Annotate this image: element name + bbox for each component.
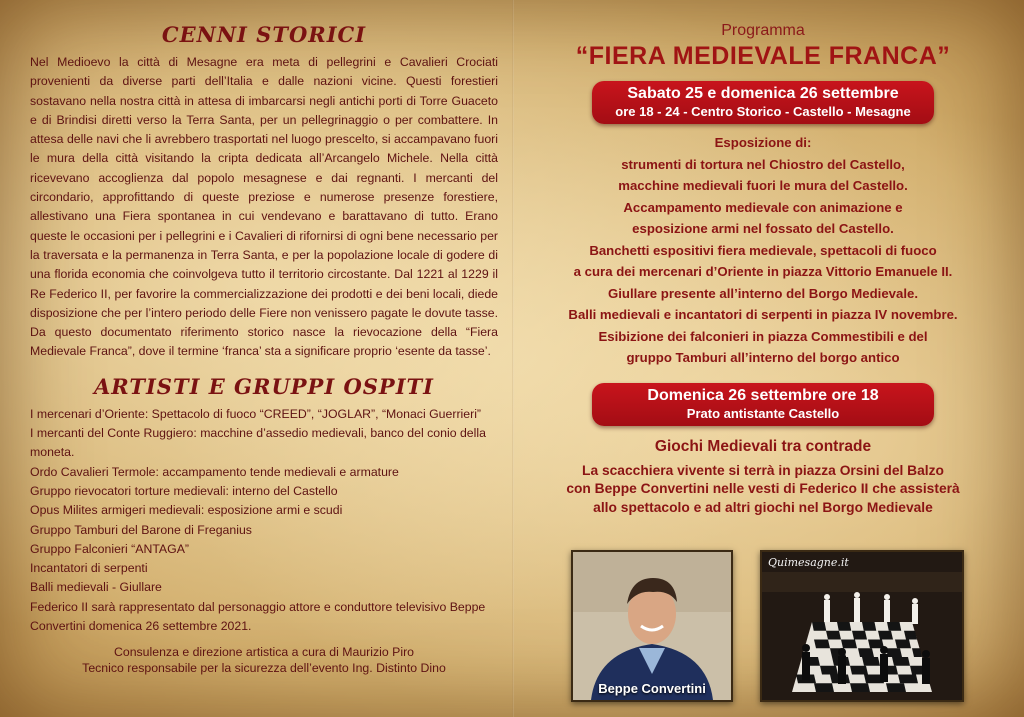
artists-title: ARTISTI E GRUPPI OSPITI [93, 373, 434, 399]
exhibition-line: Banchetti espositivi fiera medievale, spettacoli di fuoco [589, 242, 937, 258]
list-item: Ordo Cavalieri Termole: accampamento tende medievali e armature [30, 464, 399, 479]
exhibition-line: a cura dei mercenari d’Oriente in piazza Vittorio Emanuele II. [573, 264, 953, 279]
games-line: allo spettacolo e ad altri giochi nel Borgo Medievale [593, 499, 933, 515]
photo-watermark: Quimesagne.it [768, 556, 849, 569]
games-title: Giochi Medievali tra contrade [654, 437, 872, 455]
history-title: CENNI STORICI [161, 22, 367, 47]
list-item: I mercanti del Conte Ruggiero: macchine d’assedio medievali, banco del conio della moneta. [30, 426, 486, 460]
list-item: Gruppo Falconieri “ANTAGA” [30, 541, 189, 556]
history-text: Nel Medioevo la città di Mesagne era meta di pellegrini e Cavalieri Crociati provenienti da diverse parti dell’Italia e dalle nazioni vicine. Questi forestieri sostavano nella nostra città in attesa di imbarcarsi negli antichi porti di Torre Guaceto e di Brindisi diretti verso la Terra Santa, per un pellegrinaggio o per combattere. In attesa delle navi che li avrebbero trasportati nel luogo prescelto, si accampavano fuori le mura della città visitando la cripta dedicata all’Arcangelo Michele. Nella città ricevevano accoglienza dal popolo mesagnese e dai regnanti. I mercanti del circondario, approfittando di queste preziose e numerose presenze forestiere, allestivano una Fiera spontanea in cui vendevano e barattavano di tutto. Erano queste le occasioni per i pellegrini e i Cavalieri di rifornirsi di ogni bene necessario per la traversata e la permanenza in Terra Santa, e per la popolazione locale di godere di una florida economia che coinvolgeva tutto il territorio circostante. Dal 1221 al 1229 il Re Federico II, per favorire la commercializzazione dei prodotti e dei beni locali, diede disposizione che per l’intero periodo delle Fiere non venissero pagate le dovute tasse. Da questo documentato riferimento storico nasce la rievocazione della “Fiera Medievale Franca”, dove il termine ‘franca’ sta a significare proprio ‘esente da tasse’. [30, 55, 498, 359]
date-banner-weekend [592, 81, 934, 124]
exhibition-line: esposizione armi nel fossato del Castello. [632, 221, 894, 236]
program-label: Programma [721, 22, 805, 39]
exhibition-list [528, 132, 998, 369]
exhibition-line: Giullare presente all’interno del Borgo Medievale. [608, 285, 918, 301]
games-line: con Beppe Convertini nelle vesti di Federico II che assisterà [566, 481, 960, 496]
list-item: Incantatori di serpenti [30, 561, 148, 576]
credits-safety: Tecnico responsabile per la sicurezza dell’evento Ing. Distinto Dino [82, 661, 446, 676]
exhibition-line: Esibizione dei falconieri in piazza Commestibili e del [598, 328, 928, 344]
list-item: Federico II sarà rappresentato dal personaggio attore e conduttore televisivo Beppe Convertini domenica 26 settembre 2021. [30, 599, 486, 634]
credits [30, 644, 498, 676]
living-chess-illustration [762, 552, 962, 700]
portrait-illustration [573, 552, 731, 700]
date-banner-sunday [592, 383, 934, 426]
banner-main-text: Domenica 26 settembre ore 18 [647, 386, 879, 404]
portrait-photo [571, 550, 733, 702]
exhibition-line: gruppo Tamburi all’interno del borgo antico [626, 350, 900, 365]
banner-sub-text: Prato antistante Castello [686, 405, 840, 421]
list-item: Gruppo Tamburi del Barone di Freganius [30, 522, 252, 537]
games-description [528, 462, 998, 518]
exhibition-line: Esposizione di: [714, 135, 812, 150]
right-panel [528, 22, 998, 517]
exhibition-line: strumenti di tortura nel Chiostro del Castello, [621, 156, 905, 172]
exhibition-line: macchine medievali fuori le mura del Castello. [618, 178, 908, 193]
exhibition-line: Accampamento medievale con animazione e [623, 199, 903, 215]
list-item: Gruppo rievocatori torture medievali: interno del Castello [30, 483, 338, 498]
left-panel [30, 22, 498, 676]
artists-list [30, 405, 498, 637]
games-line: La scacchiera vivente si terrà in piazza Orsini del Balzo [582, 462, 944, 478]
list-item: I mercenari d’Oriente: Spettacolo di fuoco “CREED”, “JOGLAR”, “Monaci Guerrieri” [30, 406, 482, 421]
list-item: Balli medievali - Giullare [30, 580, 162, 595]
program-title: “FIERA MEDIEVALE FRANCA” [575, 42, 951, 70]
banner-main-text: Sabato 25 e domenica 26 settembre [627, 85, 899, 102]
exhibition-line: Balli medievali e incantatori di serpenti in piazza IV novembre. [568, 307, 958, 322]
banner-sub-text: ore 18 - 24 - Centro Storico - Castello - Mesagne [615, 104, 911, 119]
credits-director: Consulenza e direzione artistica a cura di Maurizio Piro [113, 645, 415, 660]
portrait-caption: Beppe Convertini [598, 681, 706, 696]
list-item: Opus Milites armigeri medievali: esposizione armi e scudi [30, 503, 343, 518]
chess-photo [760, 550, 964, 702]
page-fold [512, 0, 514, 717]
